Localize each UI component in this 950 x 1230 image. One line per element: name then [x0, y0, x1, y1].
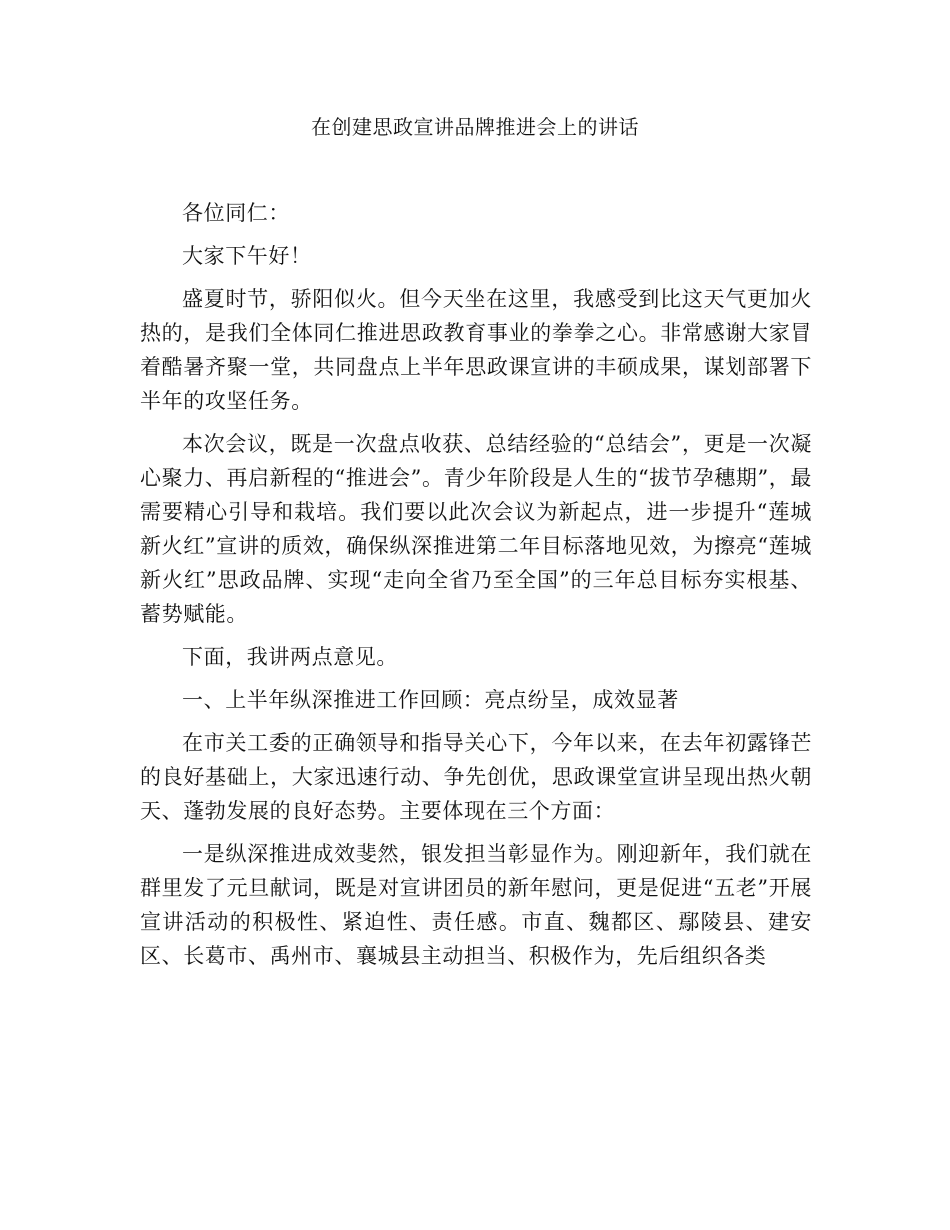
paragraph-greeting: 大家下午好！ — [182, 244, 312, 268]
paragraph: 本次会议，既是一次盘点收获、总结经验的“总结会”，更是一次凝心聚力、再启新程的“推进会”。青少年阶段是人生的“拔节孕穗期”，最需要精心引导和栽培。我们要以此次会议为新起点，进一步提升“莲城新火红”宣讲的质效，确保纵深推进第二年目标落地见效，为擦亮“莲城新火红”思政品牌、实现“走向全省乃至全国”的三年总目标夯实根基、蓄势赋能。 — [140, 432, 812, 626]
paragraph: 一是纵深推进成效斐然，银发担当彰显作为。刚迎新年，我们就在群里发了元旦献词，既是对宣讲团员的新年慰问，更是促进“五老”开展宣讲活动的积极性、紧迫性、责任感。市直、魏都区、鄢陵县、建安区、长葛市、禹州市、襄城县主动担当、积极作为，先后组织各类 — [140, 842, 812, 968]
paragraph-salutation: 各位同仁： — [182, 201, 290, 225]
paragraph: 盛夏时节，骄阳似火。但今天坐在这里，我感受到比这天气更加火热的，是我们全体同仁推进思政教育事业的拳拳之心。非常感谢大家冒着酷暑齐聚一堂，共同盘点上半年思政课宣讲的丰硕成果，谋划部署下半年的攻坚任务。 — [140, 287, 812, 413]
document-title: 在创建思政宣讲品牌推进会上的讲话 — [311, 115, 639, 139]
paragraph: 下面，我讲两点意见。 — [182, 645, 398, 669]
document-body — [140, 196, 812, 982]
paragraph: 在市关工委的正确领导和指导关心下，今年以来，在去年初露锋芒的良好基础上，大家迅速行动、争先创优，思政课堂宣讲呈现出热火朝天、蓬勃发展的良好态势。主要体现在三个方面： — [140, 731, 812, 823]
section-heading: 一、上半年纵深推进工作回顾：亮点纷呈，成效显著 — [182, 688, 679, 712]
